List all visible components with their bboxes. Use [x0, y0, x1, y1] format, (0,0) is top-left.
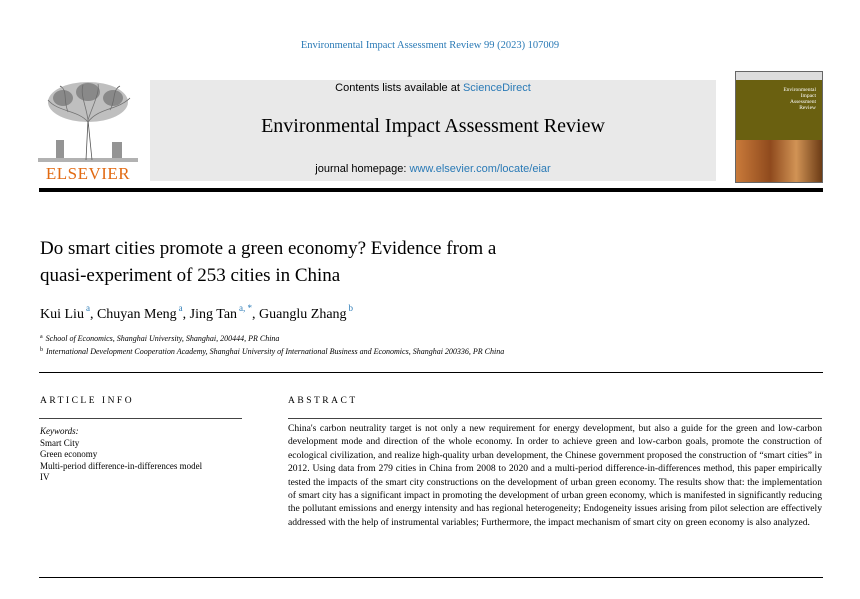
- author-list: Kui Liu $^a$, Chuyan Meng $^a$, Jing Tan $^{a, *}$, Guanglu Zhang $^b$: [40, 303, 354, 322]
- keyword-item: Green economy: [40, 449, 98, 460]
- homepage-line: [150, 163, 716, 175]
- affiliation: [40, 347, 504, 356]
- author-affiliation-mark[interactable]: a: [85, 303, 90, 313]
- affiliation-mark: b: [40, 347, 43, 353]
- cover-top-strip: [736, 72, 822, 80]
- keywords-label: Keywords:: [40, 426, 79, 436]
- author-name[interactable]: Guanglu Zhang: [259, 307, 347, 322]
- cover-title-line: Impact: [800, 93, 816, 99]
- elsevier-logo[interactable]: [38, 80, 138, 182]
- affiliation-text: International Development Cooperation Academy, Shanghai University of International Business and Economics, Shanghai 200336, PR China: [46, 347, 505, 356]
- journal-cover-thumbnail[interactable]: [735, 71, 823, 183]
- journal-header: [150, 80, 716, 181]
- journal-title: Environmental Impact Assessment Review: [261, 115, 605, 137]
- abstract-text: China's carbon neutrality target is not only a new requirement for energy development, but also a guide for the green and low-carbon development mode and direction of the whole economy. In order to achieve green and low-carbon goals, promote the construction of ecological civilization, and realize high-quality urban development, the Chinese government proposed the construction of “smart cities” in 2012. Using data from 279 cities in China from 2008 to 2020 and a multi-period difference-in-differences method, this paper empirically tested the impacts of the smart city constructions on the development of urban green economy. The results show that: the implementation of smart city has a significant impact in promoting the development of urban green economy, which is manifested in significantly reducing the pollutant emissions and energy intensity and has regional heterogeneity; Endogeneity issues arising from pilot selection are effectively addressed with the help of instrumental variables; Furthermore, the impact mechanism of smart city on green economy is also analyzed.: [288, 423, 822, 528]
- author-name[interactable]: Jing Tan: [189, 307, 238, 322]
- author-affiliation-mark[interactable]: a, *: [239, 303, 253, 313]
- affiliation-mark: a: [40, 334, 43, 340]
- keyword-item: Multi-period difference-in-differences model: [40, 460, 203, 471]
- journal-citation[interactable]: Environmental Impact Assessment Review 99 (2023) 107009: [300, 40, 560, 51]
- contents-line: [150, 82, 716, 94]
- homepage-prefix: journal homepage:: [315, 163, 410, 175]
- abstract-heading: ABSTRACT: [288, 396, 358, 406]
- footer-divider: [39, 577, 823, 578]
- author-name[interactable]: Chuyan Meng: [96, 307, 177, 322]
- cover-image: [736, 140, 822, 182]
- article-title: [40, 235, 800, 289]
- article-info-rule: [39, 418, 242, 419]
- cover-title-line: Review: [799, 105, 816, 111]
- affiliation-text: School of Economics, Shanghai University, Shanghai, 200444, PR China: [45, 334, 280, 343]
- author-affiliation-mark[interactable]: b: [348, 303, 354, 313]
- affiliation: [40, 334, 279, 343]
- author-affiliation-mark[interactable]: a: [178, 303, 183, 313]
- contents-prefix: Contents lists available at: [335, 82, 463, 94]
- keyword-item: IV: [40, 472, 50, 483]
- tree-engraving-icon: [38, 80, 138, 162]
- cover-title: [756, 87, 816, 111]
- abstract-rule: [288, 418, 822, 419]
- elsevier-wordmark: ELSEVIER: [45, 164, 131, 183]
- author-name[interactable]: Kui Liu: [40, 307, 84, 322]
- section-divider: [39, 372, 823, 373]
- header-divider: [39, 188, 823, 192]
- article-title-line: Do smart cities promote a green economy? Evidence from a: [40, 238, 497, 259]
- article-title-line: quasi-experiment of 253 cities in China: [40, 265, 341, 286]
- article-info-heading: ARTICLE INFO: [40, 396, 135, 406]
- sciencedirect-link[interactable]: ScienceDirect: [462, 82, 531, 94]
- keyword-item: Smart City: [40, 437, 80, 448]
- cover-title-line: Assessment: [790, 99, 816, 105]
- cover-title-line: Environmental: [783, 87, 816, 93]
- homepage-link[interactable]: www.elsevier.com/locate/eiar: [409, 163, 551, 175]
- keywords-block: [40, 426, 202, 484]
